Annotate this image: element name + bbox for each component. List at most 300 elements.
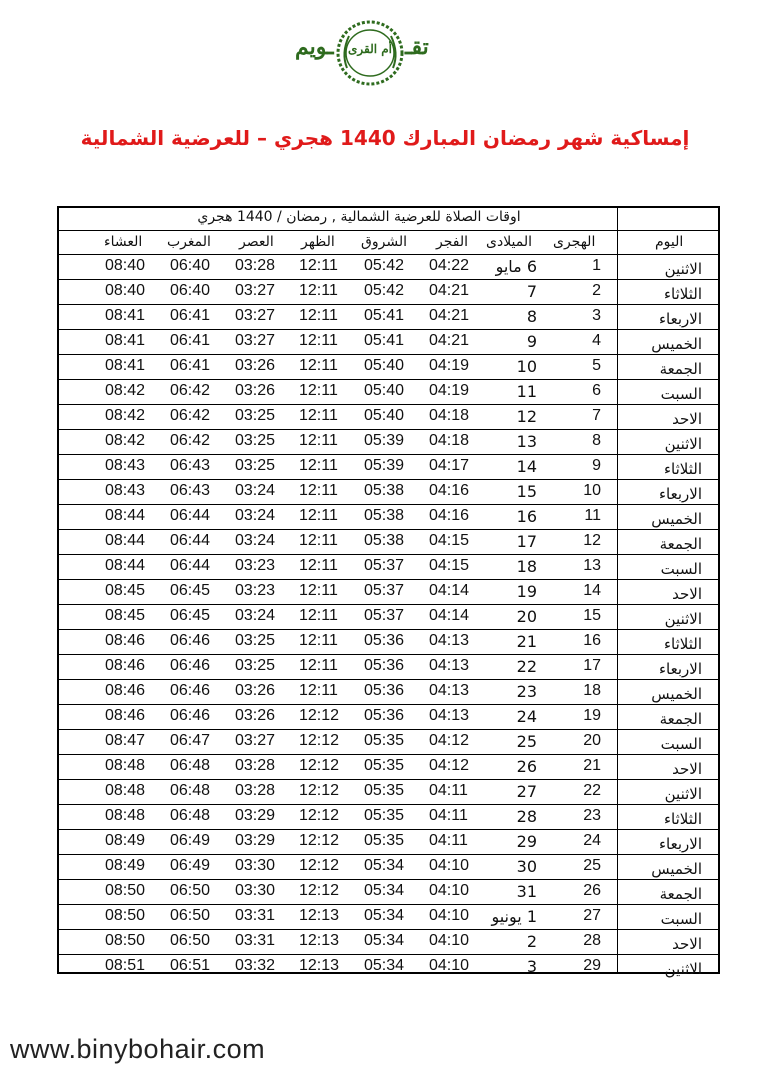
maghrib-time: 06:44 [170, 532, 211, 549]
page-title: إمساكية شهر رمضان المبارك 1440 هجري – للعرضية الشمالية [80, 126, 690, 150]
fajr-time: 04:21 [429, 307, 470, 324]
maghrib-time: 06:50 [170, 932, 211, 949]
gregorian-date: 8 [526, 307, 537, 326]
maghrib-time: 06:49 [170, 857, 211, 874]
hijri-day: 7 [592, 407, 601, 424]
isha-time: 08:42 [105, 432, 146, 449]
isha-time: 08:48 [105, 807, 146, 824]
maghrib-time: 06:44 [170, 507, 211, 524]
dhuhr-time: 12:11 [299, 382, 338, 399]
weekday: السبت [660, 385, 702, 403]
weekday: الاربعاء [658, 835, 702, 853]
maghrib-time: 06:41 [170, 357, 211, 374]
hijri-day: 6 [592, 382, 601, 399]
gregorian-date: 13 [516, 432, 537, 451]
dhuhr-time: 12:12 [299, 782, 340, 799]
gregorian-date: 1 يونيو [491, 907, 537, 926]
dhuhr-time: 12:11 [299, 607, 338, 624]
maghrib-time: 06:42 [170, 382, 211, 399]
fajr-time: 04:12 [429, 757, 470, 774]
table-row [59, 630, 718, 655]
gregorian-date: 24 [516, 707, 537, 726]
table-header-row [59, 231, 718, 255]
fajr-time: 04:13 [429, 657, 470, 674]
hijri-day: 3 [592, 307, 601, 324]
isha-time: 08:41 [105, 307, 146, 324]
sunrise-time: 05:35 [364, 832, 405, 849]
asr-time: 03:31 [235, 932, 276, 949]
weekday: الاحد [672, 410, 702, 428]
fajr-time: 04:14 [429, 607, 470, 624]
hijri-day: 14 [583, 582, 601, 599]
isha-time: 08:42 [105, 382, 146, 399]
dhuhr-time: 12:11 [299, 432, 338, 449]
hijri-day: 17 [583, 657, 601, 674]
fajr-time: 04:10 [429, 957, 470, 974]
asr-time: 03:32 [235, 957, 276, 974]
header-hijri: الهجرى [553, 234, 596, 250]
gregorian-date: 2 [526, 932, 537, 951]
sunrise-time: 05:37 [364, 607, 405, 624]
sunrise-time: 05:35 [364, 757, 405, 774]
fajr-time: 04:18 [429, 407, 470, 424]
sunrise-time: 05:39 [364, 457, 405, 474]
table-row [59, 505, 718, 530]
maghrib-time: 06:46 [170, 632, 211, 649]
hijri-day: 19 [583, 707, 601, 724]
dhuhr-time: 12:11 [299, 257, 338, 274]
gregorian-date: 18 [516, 557, 537, 576]
asr-time: 03:27 [235, 332, 276, 349]
dhuhr-time: 12:11 [299, 307, 338, 324]
isha-time: 08:46 [105, 707, 146, 724]
asr-time: 03:30 [235, 857, 276, 874]
hijri-day: 25 [583, 857, 601, 874]
maghrib-time: 06:43 [170, 457, 211, 474]
sunrise-time: 05:37 [364, 582, 405, 599]
hijri-day: 9 [592, 457, 601, 474]
table-row [59, 280, 718, 305]
asr-time: 03:25 [235, 657, 276, 674]
sunrise-time: 05:40 [364, 407, 405, 424]
weekday: الخميس [651, 860, 702, 878]
weekday: الثلاثاء [663, 635, 702, 653]
isha-time: 08:49 [105, 857, 146, 874]
prayer-times-table [57, 206, 720, 978]
fajr-time: 04:17 [429, 457, 470, 474]
table-row [59, 305, 718, 330]
dhuhr-time: 12:11 [299, 457, 338, 474]
gregorian-date: 10 [516, 357, 537, 376]
gregorian-date: 15 [516, 482, 537, 501]
maghrib-time: 06:48 [170, 757, 211, 774]
weekday: الجمعة [659, 535, 702, 553]
table-row [59, 255, 718, 280]
asr-time: 03:25 [235, 407, 276, 424]
fajr-time: 04:10 [429, 907, 470, 924]
asr-time: 03:26 [235, 682, 276, 699]
fajr-time: 04:15 [429, 532, 470, 549]
hijri-day: 18 [583, 682, 601, 699]
dhuhr-time: 12:11 [299, 532, 338, 549]
sunrise-time: 05:41 [364, 332, 405, 349]
dhuhr-time: 12:12 [299, 707, 340, 724]
gregorian-date: 19 [516, 582, 537, 601]
logo-word-left: ـويم [295, 34, 334, 60]
maghrib-time: 06:42 [170, 432, 211, 449]
dhuhr-time: 12:12 [299, 807, 340, 824]
isha-time: 08:45 [105, 582, 146, 599]
gregorian-date: 20 [516, 607, 537, 626]
gregorian-date: 9 [526, 332, 537, 351]
dhuhr-time: 12:11 [299, 582, 338, 599]
hijri-day: 27 [583, 907, 601, 924]
gregorian-date: 30 [516, 857, 537, 876]
dhuhr-time: 12:12 [299, 857, 340, 874]
asr-time: 03:29 [235, 832, 276, 849]
maghrib-time: 06:47 [170, 732, 211, 749]
maghrib-time: 06:50 [170, 882, 211, 899]
logo-seal-text: أم القرى [347, 42, 392, 56]
asr-time: 03:25 [235, 432, 276, 449]
maghrib-time: 06:42 [170, 407, 211, 424]
header-dhuhr: الظهر [301, 234, 335, 250]
gregorian-date: 27 [516, 782, 537, 801]
table-row [59, 455, 718, 480]
isha-time: 08:48 [105, 782, 146, 799]
header-sunrise: الشروق [361, 234, 407, 250]
hijri-day: 1 [592, 257, 601, 274]
hijri-day: 8 [592, 432, 601, 449]
hijri-day: 12 [583, 532, 601, 549]
header-asr: العصر [239, 234, 274, 250]
isha-time: 08:42 [105, 407, 146, 424]
hijri-day: 4 [592, 332, 601, 349]
fajr-time: 04:10 [429, 857, 470, 874]
asr-time: 03:28 [235, 257, 276, 274]
table-row [59, 930, 718, 955]
gregorian-date: 21 [516, 632, 537, 651]
weekday: الاربعاء [658, 485, 702, 503]
hijri-day: 15 [583, 607, 601, 624]
sunrise-time: 05:42 [364, 282, 405, 299]
header-gregorian: الميلادى [486, 234, 533, 250]
fajr-time: 04:13 [429, 632, 470, 649]
gregorian-date: 16 [516, 507, 537, 526]
isha-time: 08:46 [105, 657, 146, 674]
isha-time: 08:44 [105, 532, 146, 549]
fajr-time: 04:15 [429, 557, 470, 574]
isha-time: 08:40 [105, 282, 146, 299]
hijri-day: 5 [592, 357, 601, 374]
weekday: الاثنين [664, 960, 702, 978]
hijri-day: 22 [583, 782, 601, 799]
table-row [59, 355, 718, 380]
weekday: الاحد [672, 760, 702, 778]
table-row [59, 855, 718, 880]
dhuhr-time: 12:11 [299, 282, 338, 299]
dhuhr-time: 12:13 [299, 957, 340, 974]
dhuhr-time: 12:11 [299, 632, 338, 649]
isha-time: 08:50 [105, 932, 146, 949]
header-maghrib: المغرب [167, 234, 211, 250]
asr-time: 03:26 [235, 382, 276, 399]
fajr-time: 04:19 [429, 357, 470, 374]
weekday: الاحد [672, 585, 702, 603]
fajr-time: 04:11 [429, 782, 468, 799]
table-row [59, 830, 718, 855]
asr-time: 03:28 [235, 757, 276, 774]
isha-time: 08:50 [105, 882, 146, 899]
dhuhr-time: 12:13 [299, 907, 340, 924]
gregorian-date: 14 [516, 457, 537, 476]
isha-time: 08:41 [105, 332, 146, 349]
table-caption-row [59, 208, 718, 231]
weekday: الخميس [651, 335, 702, 353]
gregorian-date: 3 [526, 957, 537, 976]
dhuhr-time: 12:12 [299, 757, 340, 774]
dhuhr-time: 12:12 [299, 732, 340, 749]
sunrise-time: 05:38 [364, 507, 405, 524]
table-row [59, 680, 718, 705]
asr-time: 03:23 [235, 557, 276, 574]
table-row [59, 730, 718, 755]
hijri-day: 24 [583, 832, 601, 849]
asr-time: 03:25 [235, 457, 276, 474]
hijri-day: 26 [583, 882, 601, 899]
weekday: الاربعاء [658, 310, 702, 328]
isha-time: 08:43 [105, 457, 146, 474]
table-row [59, 655, 718, 680]
maghrib-time: 06:50 [170, 907, 211, 924]
hijri-day: 21 [583, 757, 601, 774]
dhuhr-time: 12:11 [299, 482, 338, 499]
sunrise-time: 05:38 [364, 482, 405, 499]
weekday: السبت [660, 735, 702, 753]
maghrib-time: 06:40 [170, 282, 211, 299]
weekday: السبت [660, 560, 702, 578]
isha-time: 08:50 [105, 907, 146, 924]
asr-time: 03:24 [235, 507, 276, 524]
maghrib-time: 06:44 [170, 557, 211, 574]
header-isha: العشاء [104, 234, 143, 250]
table-row [59, 755, 718, 780]
isha-time: 08:46 [105, 682, 146, 699]
gregorian-date: 17 [516, 532, 537, 551]
sunrise-time: 05:40 [364, 382, 405, 399]
table-caption: اوقات الصلاة للعرضية الشمالية , رمضان / 1440 هجري [197, 209, 521, 225]
sunrise-time: 05:37 [364, 557, 405, 574]
maghrib-time: 06:45 [170, 582, 211, 599]
maghrib-time: 06:41 [170, 307, 211, 324]
fajr-time: 04:21 [429, 332, 470, 349]
weekday: الخميس [651, 685, 702, 703]
website-url: www.binybohair.com [10, 1034, 266, 1064]
sunrise-time: 05:42 [364, 257, 405, 274]
table-row [59, 780, 718, 805]
sunrise-time: 05:41 [364, 307, 405, 324]
hijri-day: 28 [583, 932, 601, 949]
sunrise-time: 05:34 [364, 882, 405, 899]
header-fajr: الفجر [436, 234, 468, 250]
gregorian-date: 7 [526, 282, 537, 301]
isha-time: 08:45 [105, 607, 146, 624]
dhuhr-time: 12:11 [299, 357, 338, 374]
table-row [59, 580, 718, 605]
table-row [59, 955, 718, 980]
fajr-time: 04:14 [429, 582, 470, 599]
table-row [59, 705, 718, 730]
fajr-time: 04:11 [429, 807, 468, 824]
sunrise-time: 05:35 [364, 807, 405, 824]
weekday: الثلاثاء [663, 460, 702, 478]
isha-time: 08:40 [105, 257, 146, 274]
isha-time: 08:49 [105, 832, 146, 849]
table-row [59, 430, 718, 455]
weekday: الخميس [651, 510, 702, 528]
asr-time: 03:23 [235, 582, 276, 599]
table-row [59, 530, 718, 555]
sunrise-time: 05:36 [364, 632, 405, 649]
asr-time: 03:26 [235, 357, 276, 374]
dhuhr-time: 12:13 [299, 932, 340, 949]
sunrise-time: 05:34 [364, 957, 405, 974]
table-row [59, 405, 718, 430]
logo-word-right: تقـ [405, 34, 429, 60]
dhuhr-time: 12:11 [299, 507, 338, 524]
hijri-day: 13 [583, 557, 601, 574]
gregorian-date: 22 [516, 657, 537, 676]
table-row [59, 905, 718, 930]
dhuhr-time: 12:11 [299, 557, 338, 574]
asr-time: 03:29 [235, 807, 276, 824]
table-row [59, 605, 718, 630]
sunrise-time: 05:36 [364, 657, 405, 674]
table-row [59, 380, 718, 405]
sunrise-time: 05:34 [364, 857, 405, 874]
gregorian-date: 26 [516, 757, 537, 776]
maghrib-time: 06:45 [170, 607, 211, 624]
maghrib-time: 06:40 [170, 257, 211, 274]
isha-time: 08:51 [105, 957, 146, 974]
weekday: الاربعاء [658, 660, 702, 678]
weekday: الجمعة [659, 885, 702, 903]
weekday: السبت [660, 910, 702, 928]
isha-time: 08:46 [105, 632, 146, 649]
sunrise-time: 05:34 [364, 932, 405, 949]
gregorian-date: 12 [516, 407, 537, 426]
fajr-time: 04:12 [429, 732, 470, 749]
sunrise-time: 05:36 [364, 707, 405, 724]
dhuhr-time: 12:11 [299, 332, 338, 349]
weekday: الاثنين [664, 785, 702, 803]
header-day: اليوم [655, 234, 684, 250]
fajr-time: 04:10 [429, 932, 470, 949]
asr-time: 03:27 [235, 307, 276, 324]
dhuhr-time: 12:12 [299, 882, 340, 899]
isha-time: 08:47 [105, 732, 146, 749]
fajr-time: 04:16 [429, 507, 470, 524]
asr-time: 03:28 [235, 782, 276, 799]
asr-time: 03:27 [235, 732, 276, 749]
asr-time: 03:24 [235, 532, 276, 549]
maghrib-time: 06:51 [170, 957, 211, 974]
gregorian-date: 29 [516, 832, 537, 851]
dhuhr-time: 12:11 [299, 657, 338, 674]
maghrib-time: 06:41 [170, 332, 211, 349]
hijri-day: 11 [584, 507, 601, 524]
gregorian-date: 23 [516, 682, 537, 701]
sunrise-time: 05:39 [364, 432, 405, 449]
maghrib-time: 06:46 [170, 707, 211, 724]
fajr-time: 04:10 [429, 882, 470, 899]
gregorian-date: 31 [516, 882, 537, 901]
table-row [59, 330, 718, 355]
weekday: الجمعة [659, 710, 702, 728]
fajr-time: 04:16 [429, 482, 470, 499]
weekday: الثلاثاء [663, 810, 702, 828]
fajr-time: 04:22 [429, 257, 470, 274]
maghrib-time: 06:46 [170, 657, 211, 674]
asr-time: 03:24 [235, 607, 276, 624]
fajr-time: 04:11 [429, 832, 468, 849]
sunrise-time: 05:35 [364, 732, 405, 749]
dhuhr-time: 12:11 [299, 407, 338, 424]
fajr-time: 04:21 [429, 282, 470, 299]
table-row [59, 480, 718, 505]
table-row [59, 555, 718, 580]
weekday: الاثنين [664, 260, 702, 278]
maghrib-time: 06:43 [170, 482, 211, 499]
weekday: الاثنين [664, 610, 702, 628]
sunrise-time: 05:34 [364, 907, 405, 924]
weekday: الثلاثاء [663, 285, 702, 303]
weekday: الاثنين [664, 435, 702, 453]
weekday: الجمعة [659, 360, 702, 378]
fajr-time: 04:13 [429, 682, 470, 699]
weekday: الاحد [672, 935, 702, 953]
gregorian-date: 11 [516, 382, 537, 401]
maghrib-time: 06:48 [170, 782, 211, 799]
fajr-time: 04:18 [429, 432, 470, 449]
asr-time: 03:31 [235, 907, 276, 924]
dhuhr-time: 12:12 [299, 832, 340, 849]
maghrib-time: 06:46 [170, 682, 211, 699]
hijri-day: 20 [583, 732, 601, 749]
isha-time: 08:48 [105, 757, 146, 774]
table-row [59, 880, 718, 905]
hijri-day: 23 [583, 807, 601, 824]
sunrise-time: 05:35 [364, 782, 405, 799]
sunrise-time: 05:38 [364, 532, 405, 549]
isha-time: 08:43 [105, 482, 146, 499]
asr-time: 03:25 [235, 632, 276, 649]
asr-time: 03:27 [235, 282, 276, 299]
isha-time: 08:44 [105, 557, 146, 574]
gregorian-date: 25 [516, 732, 537, 751]
maghrib-time: 06:48 [170, 807, 211, 824]
sunrise-time: 05:36 [364, 682, 405, 699]
fajr-time: 04:19 [429, 382, 470, 399]
hijri-day: 2 [592, 282, 601, 299]
hijri-day: 29 [583, 957, 601, 974]
asr-time: 03:24 [235, 482, 276, 499]
isha-time: 08:41 [105, 357, 146, 374]
hijri-day: 10 [583, 482, 601, 499]
maghrib-time: 06:49 [170, 832, 211, 849]
asr-time: 03:26 [235, 707, 276, 724]
asr-time: 03:30 [235, 882, 276, 899]
